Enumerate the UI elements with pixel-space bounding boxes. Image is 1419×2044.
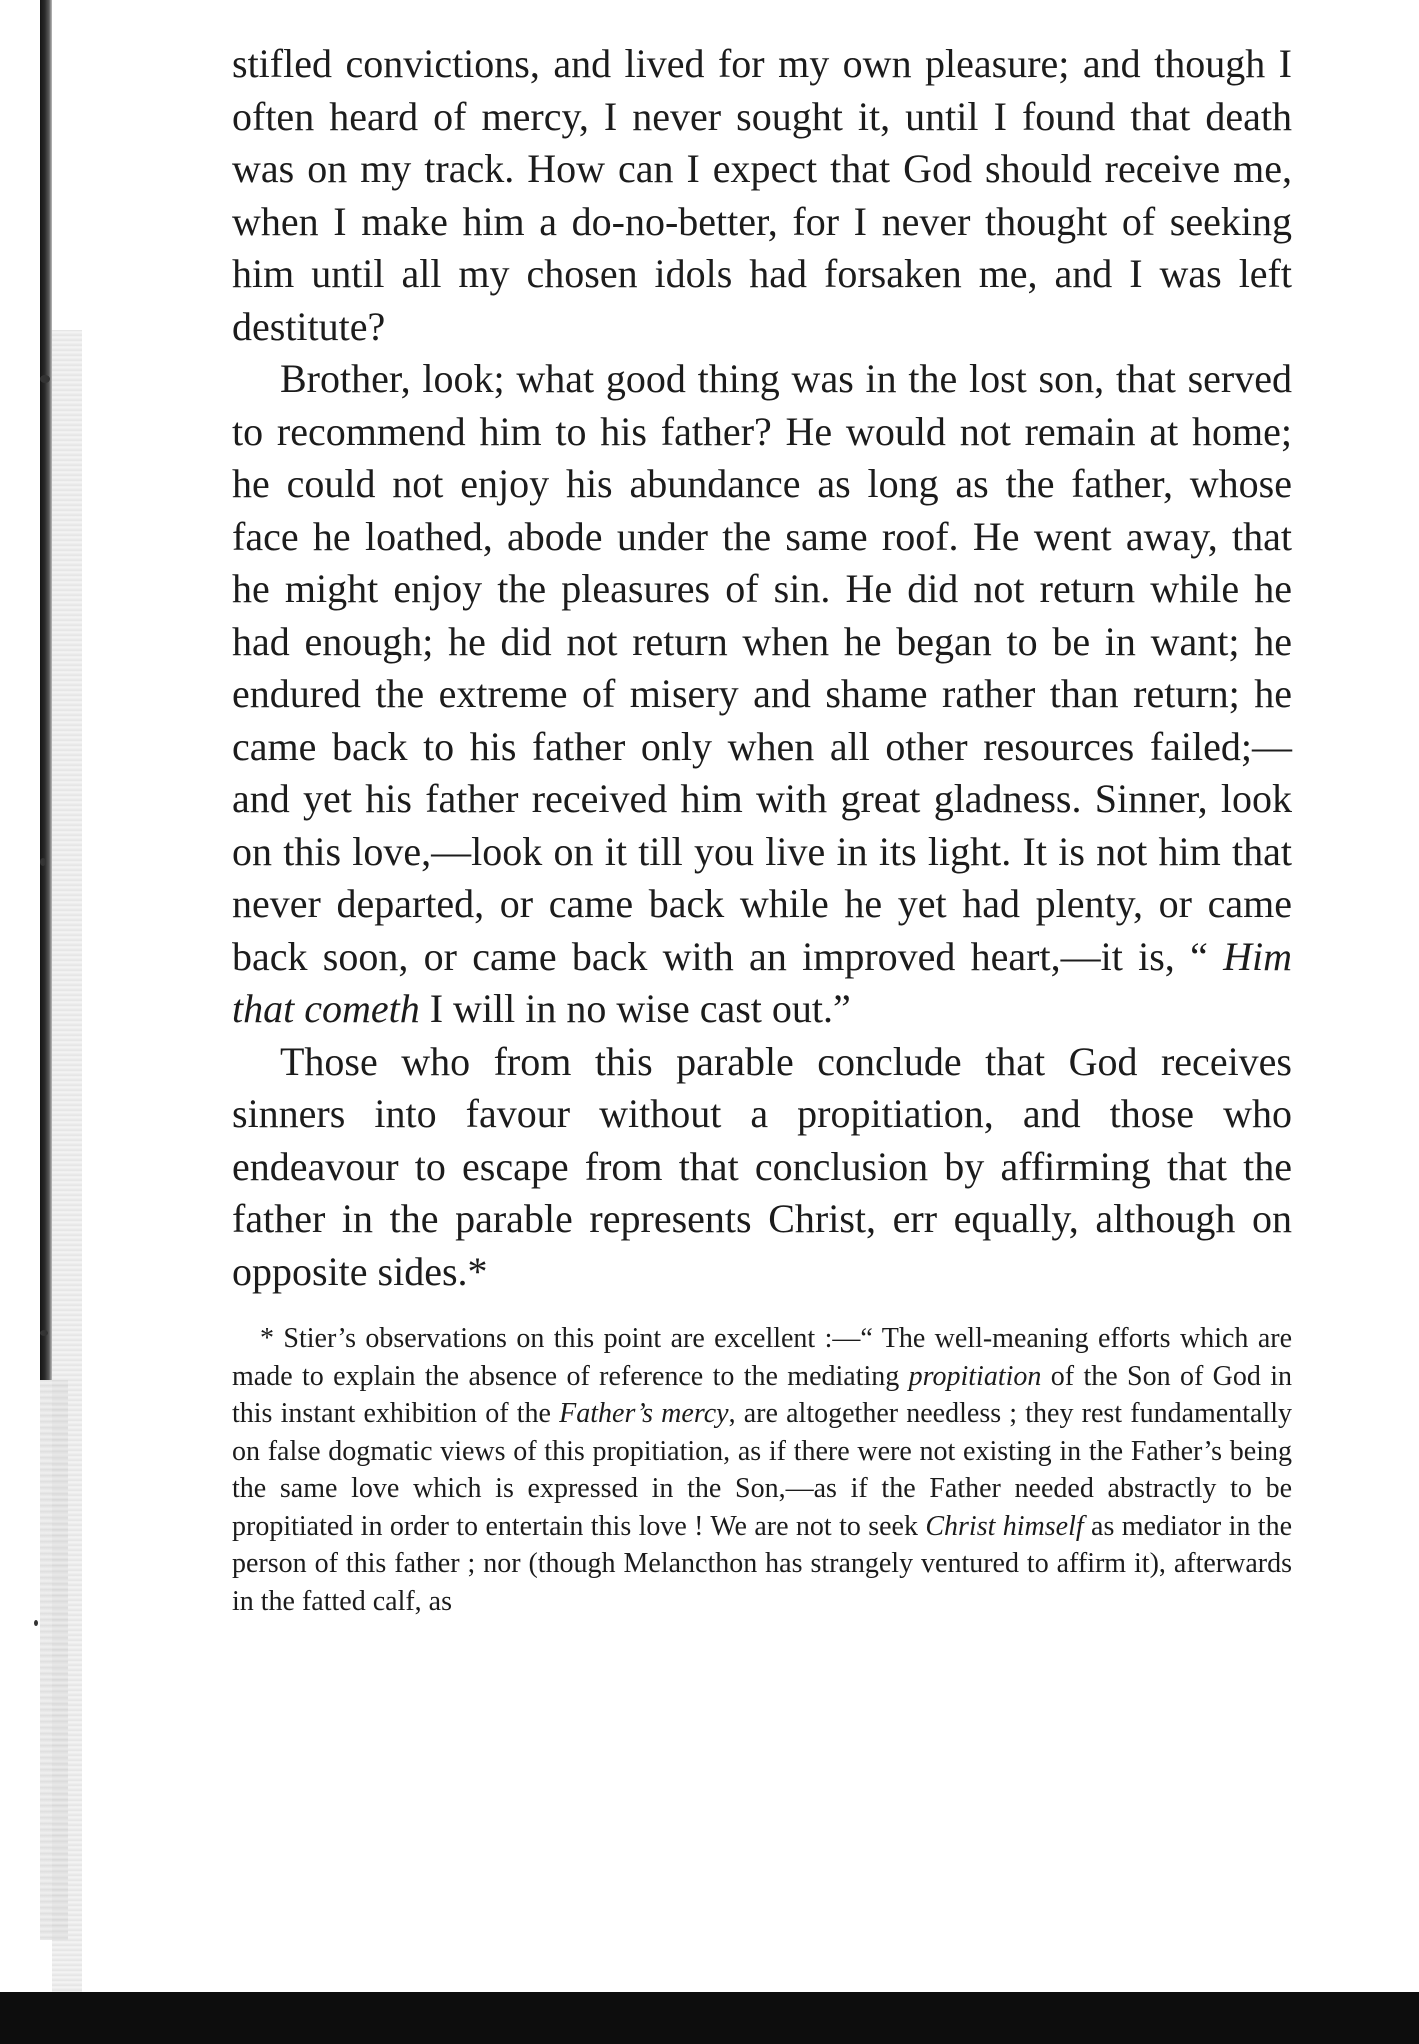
- footnote: [232, 1320, 1292, 1620]
- italic-text-segment: Christ himself: [925, 1510, 1084, 1542]
- main-text: [232, 38, 1292, 1298]
- text-segment: as mediator in the person of this father ; nor (though Melancthon has strangely ventured to affirm it), afterwards in the fatted calf, as: [232, 1510, 1292, 1617]
- scan-speck: [40, 1330, 48, 1336]
- scan-speck: [40, 858, 46, 866]
- footnote-paragraph: [232, 1320, 1292, 1620]
- page-body: [232, 38, 1292, 1620]
- text-segment: stifled convictions, and lived for my own pleasure; and though I often heard of mercy, I never sought it, until I found that death was on my track. How can I expect that God should receive me, when I make him a do-no-better, for I never thought of seeking him until all my chosen idols had forsaken me, and I was left destitute?: [232, 41, 1292, 349]
- text-segment: Brother, look; what good thing was in the lost son, that served to recommend him to his father? He would not remain at home; he could not enjoy his abundance as long as the father, whose face he loathed, abode under the same roof. He went away, that he might enjoy the pleasures of sin. He did not return while he had enough; he did not return when he began to be in want; he endured the extreme of misery and shame rather than return; he came back to his father only when all other resources failed;—and yet his father received him with great gladness. Sinner, look on this love,—look on it till you live in its light. It is not him that never departed, or came back while he yet had plenty, or came back soon, or came back with an improved heart,—it is, “: [232, 356, 1292, 979]
- italic-text-segment: Father’s mercy: [559, 1398, 729, 1429]
- page-bottom-edge: [0, 1992, 1419, 2044]
- text-segment: , are altogether needless ; they rest fundamentally on false dogmatic views of this propitiation, as if there were not existing in the Father’s being the same love which is expressed in the Son,—as if the Father needed abstractly to be propitiated in order to entertain this love ! We are not to seek: [232, 1398, 1293, 1542]
- paragraph: [232, 38, 1292, 353]
- text-segment: of the Son of God in this instant exhibition of the: [232, 1360, 1292, 1429]
- paragraph: [232, 353, 1292, 1036]
- binding-edge: [40, 0, 52, 1380]
- text-segment: Those who from this parable conclude that God receives sinners into favour without a propitiation, and those who endeavour to escape from that conclusion by affirming that the father in the parable represents Christ, err equally, although on opposite sides.*: [232, 1038, 1292, 1294]
- text-segment: * Stier’s observations on this point are excellent :—“ The well-meaning efforts which are made to explain the absence of reference to the mediating: [232, 1323, 1292, 1392]
- italic-text-segment: Him that cometh: [232, 933, 1292, 1031]
- binding-fade: [40, 1380, 68, 1940]
- scan-speck: [34, 1620, 38, 1626]
- text-segment: I will in no wise cast out.”: [419, 986, 851, 1031]
- italic-text-segment: propitiation: [908, 1360, 1042, 1392]
- paragraph: [232, 1036, 1292, 1299]
- scan-speck: [40, 375, 50, 383]
